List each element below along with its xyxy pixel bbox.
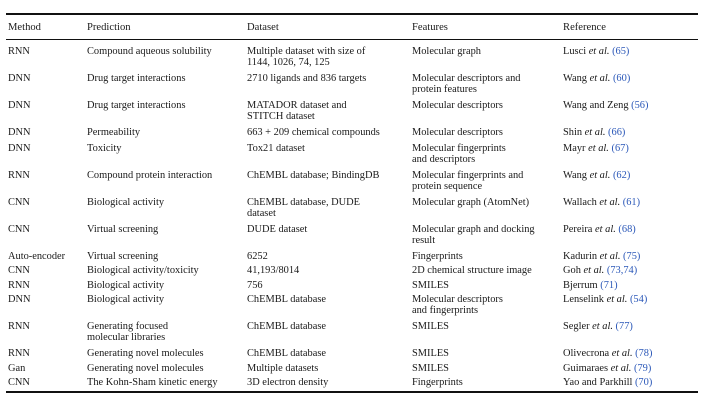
cell-features: SMILES	[412, 280, 449, 291]
cell-reference	[563, 100, 648, 111]
cell-dataset: ChEMBL database, DUDE dataset	[247, 197, 361, 219]
cell-method: DNN	[8, 73, 31, 84]
cell-reference	[563, 294, 647, 305]
cell-reference	[563, 348, 652, 359]
cell-dataset: 663 + 209 chemical compounds	[247, 127, 380, 138]
reference-link[interactable]: (77)	[615, 321, 633, 332]
cell-prediction: Virtual screening	[87, 251, 159, 262]
cell-dataset: 3D electron density	[247, 377, 329, 388]
cell-dataset: 2710 ligands and 836 targets	[247, 73, 367, 84]
cell-dataset: Multiple dataset with size of 1144, 1026, 74, 125	[247, 46, 366, 68]
cell-reference	[563, 363, 651, 374]
cell-prediction: Biological activity	[87, 280, 165, 291]
cell-reference	[563, 280, 618, 291]
cell-prediction: Generating novel molecules	[87, 348, 204, 359]
reference-link[interactable]: (75)	[623, 251, 641, 262]
reference-link[interactable]: (79)	[634, 363, 652, 374]
top-rule	[6, 13, 698, 15]
cell-reference	[563, 224, 636, 235]
cell-reference	[563, 127, 625, 138]
cell-prediction: Biological activity	[87, 294, 165, 305]
reference-author: Shin	[563, 127, 585, 138]
reference-author: Wang	[563, 170, 590, 181]
reference-etal: et al.	[599, 197, 621, 208]
cell-method: CNN	[8, 224, 30, 235]
cell-prediction: Drug target interactions	[87, 100, 186, 111]
cell-reference	[563, 170, 630, 181]
cell-features: Molecular descriptors and protein features	[412, 73, 521, 95]
reference-etal: et al.	[610, 363, 632, 374]
cell-features: Molecular graph (AtomNet)	[412, 197, 530, 208]
cell-reference	[563, 46, 629, 57]
reference-author: Lenselink	[563, 294, 607, 305]
cell-features: Molecular graph and docking result	[412, 224, 535, 246]
header-rule	[6, 39, 698, 40]
cell-method: CNN	[8, 377, 30, 388]
cell-method: DNN	[8, 127, 31, 138]
reference-etal: et al.	[589, 170, 611, 181]
cell-prediction: Drug target interactions	[87, 73, 186, 84]
cell-reference	[563, 251, 640, 262]
reference-etal: et al.	[588, 46, 610, 57]
cell-method: RNN	[8, 170, 30, 181]
bottom-rule	[6, 391, 698, 393]
reference-etal: et al.	[583, 265, 605, 276]
reference-link[interactable]: (61)	[622, 197, 641, 208]
cell-prediction: Biological activity/toxicity	[87, 265, 199, 276]
cell-method: RNN	[8, 46, 30, 57]
reference-link[interactable]: (73,74)	[606, 265, 638, 276]
header-prediction: Prediction	[87, 22, 131, 33]
reference-link[interactable]: (70)	[634, 377, 653, 388]
header-method: Method	[8, 22, 41, 33]
reference-author: Yao and Parkhill	[563, 377, 635, 388]
cell-dataset: 41,193/8014	[247, 265, 300, 276]
cell-features: SMILES	[412, 363, 449, 374]
cell-prediction: Compound protein interaction	[87, 170, 213, 181]
reference-etal: et al.	[595, 224, 616, 235]
cell-method: DNN	[8, 143, 31, 154]
reference-author: Kadurin	[563, 251, 600, 262]
cell-prediction: Generating focused molecular libraries	[87, 321, 169, 343]
cell-reference	[563, 321, 633, 332]
cell-prediction: Generating novel molecules	[87, 363, 204, 374]
reference-author: Wang	[563, 73, 590, 84]
cell-method: DNN	[8, 100, 31, 111]
reference-link[interactable]: (54)	[629, 294, 648, 305]
reference-link[interactable]: (56)	[631, 100, 649, 111]
cell-prediction: Compound aqueous solubility	[87, 46, 212, 57]
reference-link[interactable]: (78)	[635, 348, 653, 359]
header-dataset: Dataset	[247, 22, 279, 33]
cell-reference	[563, 73, 630, 84]
reference-author: Wang and Zeng	[563, 100, 632, 111]
cell-method: RNN	[8, 348, 30, 359]
cell-method: Gan	[8, 363, 26, 374]
reference-author: Goh	[563, 265, 584, 276]
cell-features: Molecular descriptors	[412, 127, 503, 138]
header-features: Features	[412, 22, 448, 33]
reference-author: Guimaraes	[563, 363, 611, 374]
cell-reference	[563, 265, 637, 276]
cell-reference	[563, 197, 640, 208]
cell-method: DNN	[8, 294, 31, 305]
cell-reference	[563, 377, 652, 388]
cell-reference	[563, 143, 629, 154]
reference-link[interactable]: (66)	[608, 127, 626, 138]
reference-author: Bjerrum	[563, 280, 601, 291]
reference-etal: et al.	[599, 251, 621, 262]
cell-prediction: The Kohn-Sham kinetic energy	[87, 377, 218, 388]
reference-etal: et al.	[592, 321, 613, 332]
cell-dataset: Tox21 dataset	[247, 143, 305, 154]
cell-features: Molecular graph	[412, 46, 481, 57]
cell-dataset: MATADOR dataset and STITCH dataset	[247, 100, 347, 122]
cell-dataset: ChEMBL database	[247, 348, 326, 359]
cell-prediction: Toxicity	[87, 143, 122, 154]
reference-author: Pereira	[563, 224, 596, 235]
cell-prediction: Virtual screening	[87, 224, 159, 235]
reference-etal: et al.	[606, 294, 628, 305]
cell-method: RNN	[8, 321, 30, 332]
reference-etal: et al.	[584, 127, 606, 138]
cell-features: Fingerprints	[412, 251, 463, 262]
cell-features: 2D chemical structure image	[412, 265, 532, 276]
cell-features: Fingerprints	[412, 377, 463, 388]
cell-prediction: Biological activity	[87, 197, 165, 208]
cell-dataset: ChEMBL database; BindingDB	[247, 170, 380, 181]
cell-dataset: 756	[247, 280, 263, 291]
cell-dataset: ChEMBL database	[247, 321, 326, 332]
reference-link[interactable]: (71)	[600, 280, 618, 291]
cell-dataset: Multiple datasets	[247, 363, 319, 374]
reference-author: Wallach	[563, 197, 600, 208]
reference-author: Lusci	[563, 46, 589, 57]
cell-method: CNN	[8, 197, 30, 208]
cell-features: Molecular fingerprints and descriptors	[412, 143, 506, 165]
reference-etal: et al.	[611, 348, 633, 359]
cell-method: Auto-encoder	[8, 251, 66, 262]
reference-link[interactable]: (65)	[612, 46, 630, 57]
reference-etal: et al.	[588, 143, 609, 154]
reference-author: Olivecrona	[563, 348, 612, 359]
cell-dataset: ChEMBL database	[247, 294, 326, 305]
reference-link[interactable]: (68)	[618, 224, 636, 235]
cell-method: CNN	[8, 265, 30, 276]
cell-dataset: DUDE dataset	[247, 224, 308, 235]
reference-link[interactable]: (62)	[612, 170, 631, 181]
cell-features: SMILES	[412, 348, 449, 359]
reference-link[interactable]: (60)	[612, 73, 631, 84]
cell-prediction: Permeability	[87, 127, 141, 138]
header-reference: Reference	[563, 22, 606, 33]
reference-author: Segler	[563, 321, 593, 332]
reference-etal: et al.	[589, 73, 611, 84]
cell-features: Molecular fingerprints and protein sequence	[412, 170, 524, 192]
reference-link[interactable]: (67)	[611, 143, 629, 154]
reference-author: Mayr	[563, 143, 589, 154]
cell-features: Molecular descriptors	[412, 100, 503, 111]
cell-method: RNN	[8, 280, 30, 291]
cell-features: SMILES	[412, 321, 449, 332]
cell-features: Molecular descriptors and fingerprints	[412, 294, 503, 316]
cell-dataset: 6252	[247, 251, 268, 262]
